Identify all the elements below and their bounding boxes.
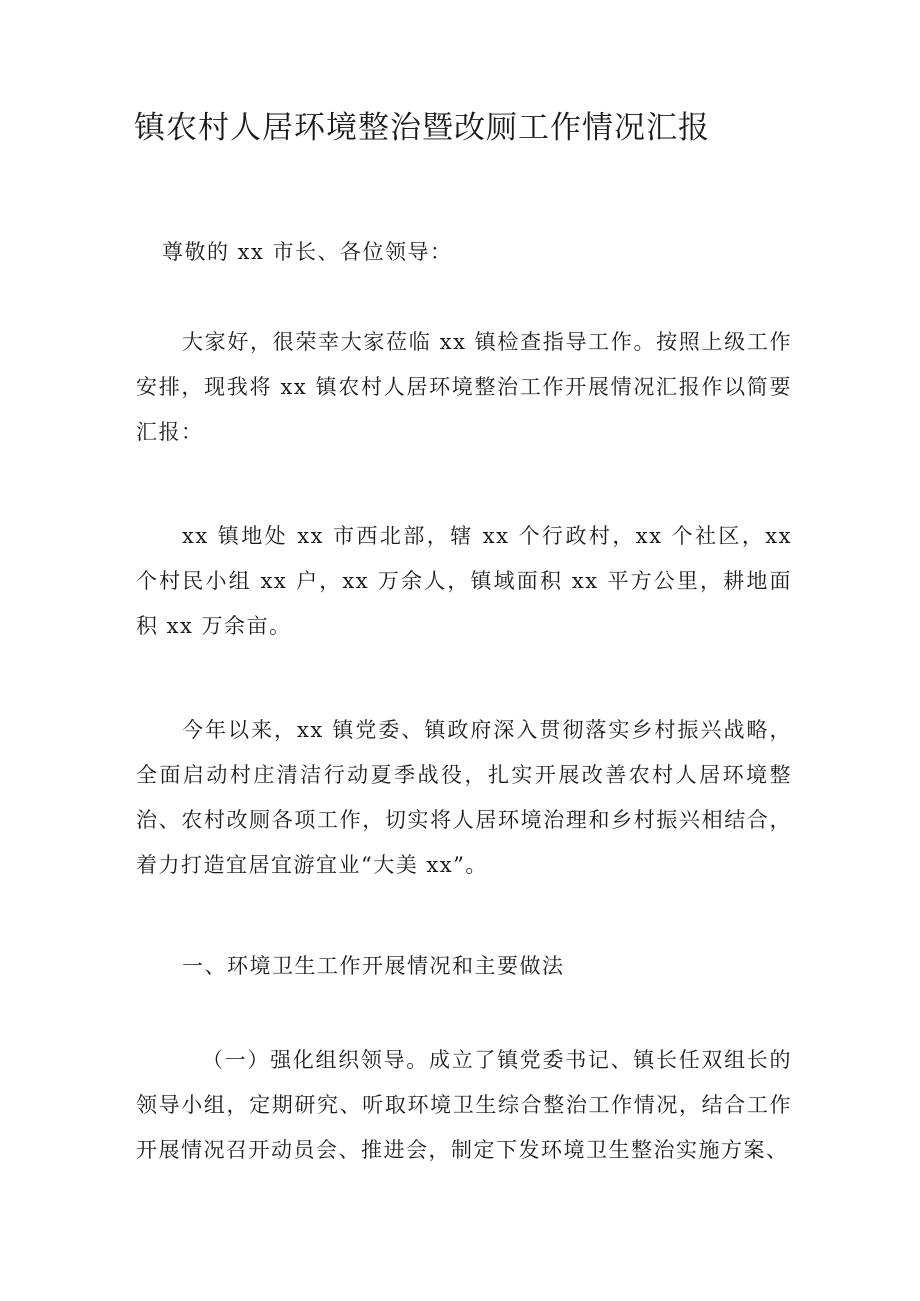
document-title: 镇农村人居环境整治暨改厕工作情况汇报 (134, 110, 710, 146)
salutation: 尊敬的 xx 市长、各位领导： (162, 240, 453, 264)
paragraph-town-overview: xx 镇地处 xx 市西北部，辖 xx 个行政村，xx 个社区，xx 个村民小组 xx 户，xx 万余人，镇域面积 xx 平方公里，耕地面积 xx 万余亩。 (136, 524, 792, 638)
paragraph-organization-leadership: （一）强化组织领导。成立了镇党委书记、镇长任双组长的领导小组，定期研究、听取环境卫生综合整治工作情况，结合工作开展情况召开动员会、推进会，制定下发环境卫生整治实施方案、 (136, 1048, 792, 1162)
paragraph-greeting: 大家好，很荣幸大家莅临 xx 镇检查指导工作。按照上级工作安排，现我将 xx 镇农村人居环境整治工作开展情况汇报作以简要汇报： (136, 330, 792, 444)
section-heading: 一、环境卫生工作开展情况和主要做法 (182, 954, 565, 978)
paragraph-this-year: 今年以来，xx 镇党委、镇政府深入贯彻落实乡村振兴战略，全面启动村庄清洁行动夏季战役，扎实开展改善农村人居环境整治、农村改厕各项工作，切实将人居环境治理和乡村振兴相结合，着力打造宜居宜游宜业“大美 xx”。 (136, 718, 792, 877)
